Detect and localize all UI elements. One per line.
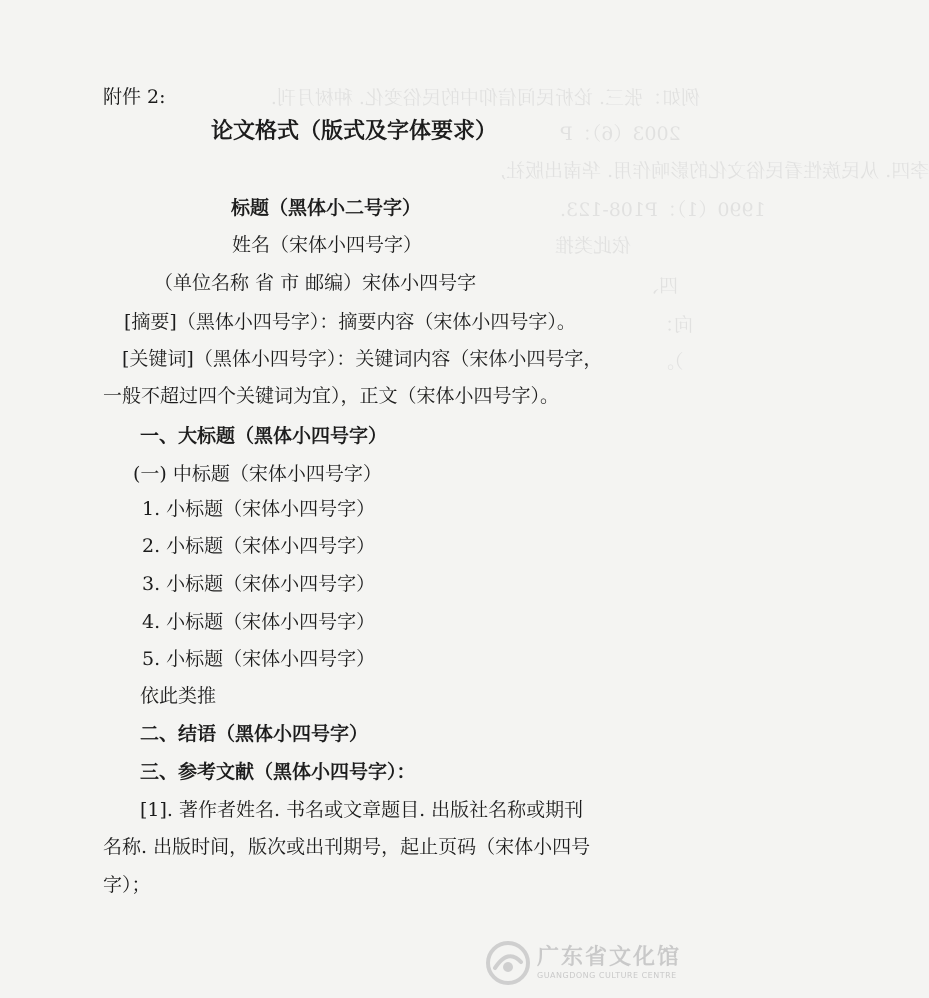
- culture-centre-logo-icon: [485, 940, 531, 986]
- section-heading-1: 一、大标题（黑体小四号字）: [140, 425, 388, 447]
- minor-heading-item: 5. 小标题（宋体小四号字）: [142, 648, 376, 670]
- document-title: 论文格式（版式及字体要求）: [211, 119, 498, 144]
- reference-spec-line3: 字）；: [103, 874, 151, 896]
- keywords-spec-line2: 一般不超过四个关键词为宜），正文（宋体小四号字）。: [103, 385, 560, 407]
- bleed-through-text: ）。: [655, 351, 684, 373]
- bleed-through-text: 1990（1）：P108-123.: [560, 199, 766, 221]
- reference-spec-line2: 名称. 出版时间，版次或出刊期号，起止页码（宋体小四号: [103, 836, 591, 858]
- keywords-spec-line1: [关键词]（黑体小四号字）：关键词内容（宋体小四号字，: [122, 348, 603, 370]
- reference-spec-line1: [1]. 著作者姓名. 书名或文章题目. 出版社名称或期刊: [140, 799, 584, 821]
- watermark-logo-cn: 广东省文化馆: [537, 945, 682, 970]
- section-heading-3: 三、参考文献（黑体小四号字）：: [140, 761, 416, 783]
- and-so-on-text: 依此类推: [140, 685, 217, 707]
- minor-heading-item: 1. 小标题（宋体小四号字）: [142, 498, 376, 520]
- attachment-label: 附件 2:: [103, 86, 166, 108]
- author-name-spec: 姓名（宋体小四号字）: [232, 234, 423, 256]
- watermark-logo-en: GUANGDONG CULTURE CENTRE: [537, 971, 677, 980]
- abstract-spec: [摘要]（黑体小四号字）：摘要内容（宋体小四号字）。: [124, 311, 576, 333]
- bleed-through-text: 李四. 从民族性看民俗文化的影响作用. 华南出版社,: [500, 160, 929, 182]
- bleed-through-text: 2003（6）：P: [560, 123, 681, 145]
- minor-heading-item: 3. 小标题（宋体小四号字）: [142, 573, 376, 595]
- bleed-through-text: 四、: [640, 275, 679, 297]
- section-heading-2: 二、结语（黑体小四号字）: [140, 723, 369, 745]
- subsection-heading-1: (一) 中标题（宋体小四号字）: [133, 463, 382, 485]
- bleed-through-text: 依此类推: [555, 235, 632, 257]
- watermark-logo: [485, 935, 695, 991]
- bleed-through-text: 例如：张三. 论析民间信仰中的民俗变化. 种树月刊.: [270, 87, 700, 109]
- paper-title-spec: 标题（黑体小二号字）: [231, 197, 422, 219]
- affiliation-spec: （单位名称 省 市 邮编）宋体小四号字: [154, 272, 477, 294]
- bleed-through-text: 向：: [655, 314, 694, 336]
- minor-heading-item: 2. 小标题（宋体小四号字）: [142, 535, 376, 557]
- minor-heading-item: 4. 小标题（宋体小四号字）: [142, 611, 376, 633]
- watermark-logo-text: [537, 945, 681, 981]
